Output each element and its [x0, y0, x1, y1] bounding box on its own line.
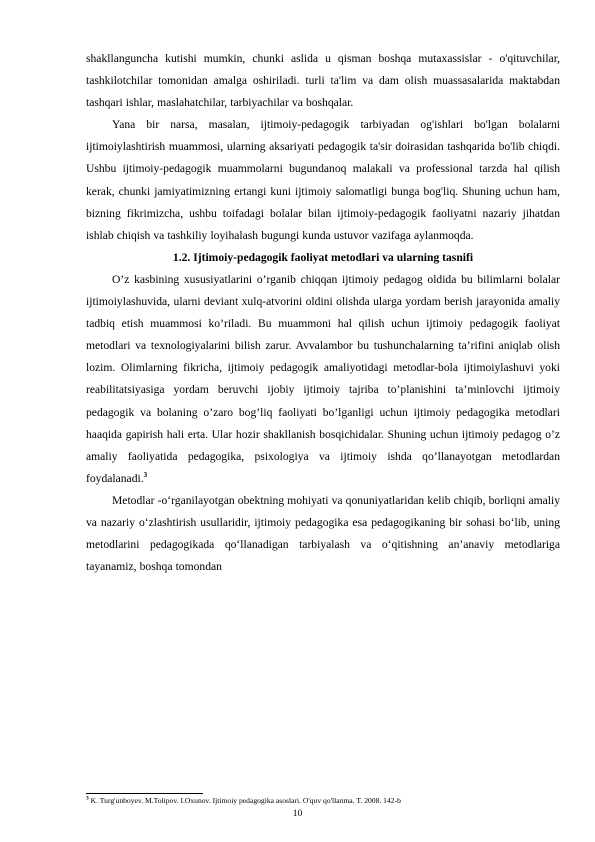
footnote-text: K. Turg'unboyev. M.Tolipov. I.Oxunov. Ijtimoiy pedagogika asoslari. O'quv qo'llanma. T. 2008. 142-b — [88, 796, 401, 805]
paragraph-4: Metodlar -o‘rganilayotgan obektning mohiyati va qonuniyatlaridan kelib chiqib, borliqni amaliy va nazariy o‘zlashtirish usullaridir, ijtimoiy pedagogika esa pedagogikaning bir sohasi bo‘lib, uning metodlarini pedagogikada qo‘llanadigan tarbiyalash va o‘qitishning an’anaviy metodlariga tayanamiz, boshqa tomondan — [86, 493, 560, 574]
page-number: 10 — [292, 809, 303, 819]
footnote — [86, 796, 560, 806]
paragraph-3-text: O’z kasbining xususiyatlarini o’rganib chiqqan ijtimoiy pedagog oldida bu bilimlarni bolalar ijtimoiylashuvida, ularni deviant xulq-atvorini oldini olishda ularga yordam berish jarayonida amaliy tadbiq etish muammosi ko’riladi. Bu muammoni hal qilish uchun ijtimoiy pedagogik faoliyat metodlari va texnologiyalarini bilish zarur. Avvalambor bu tushunchalarning ta’rifini aniqlab olish lozim. Olimlarning fikricha, ijtimoiy pedagogik amaliyotidagi metodlar-bola ijtimoiylashuvi yoki reabilitatsiyasiga yordam beruvchi ijobiy ijtimoiy tajriba to’planishini ta’minlovchi ijtimoiy pedagogik va bolaning o’zaro bog’liq faoliyati bo’lganligi uchun ijtimoiy pedagogika metodlari haaqida gapirish hali erta. Ular hozir shakllanish bosqichidalar. Shuning uchun ijtimoiy pedagog o’z amaliy faoliyatida pedagogika, psixologiya va ijtimoiy ishda qo’llanayotgan metodlardan foydalanadi. — [86, 272, 560, 485]
paragraph-3 — [86, 269, 560, 490]
paragraph-1: shakllanguncha kutishi mumkin, chunki aslida u qisman boshqa mutaxassislar - o'qituvchilar, tashkilotchilar tomonidan amalga oshiriladi. turli ta'lim va dam olish muassasalarida maktabdan tashqari ishlar, maslahatchilar, tarbiyachilar va boshqalar. — [86, 52, 560, 110]
footnote-marker: 3 — [86, 795, 89, 802]
page-body — [86, 48, 560, 578]
footnote-divider — [86, 793, 203, 794]
section-heading: 1.2. Ijtimoiy-pedagogik faoliyat metodlari va ularning tasnifi — [172, 250, 474, 264]
footnote-reference[interactable]: 3 — [143, 470, 148, 479]
paragraph-2: Yana bir narsa, masalan, ijtimoiy-pedagogik tarbiyadan og'ishlari bo'lgan bolalarni ijtimoiylashtirish muammosi, ularning aksariyati pedagogik ta'sir doirasidan tashqarida bo'lib chiqdi. Ushbu ijtimoiy-pedagogik muammolarni bugundanoq malakali va professional tarzda hal qilish kerak, chunki jamiyatimizning ertangi kuni ijtimoiy salomatligi bunga bog'liq. Shuning uchun ham, bizning fikrimizcha, ushbu toifadagi bolalar bilan ijtimoiy-pedagogik faoliyatni nazariy jihatdan ishlab chiqish va tashkiliy loyihalash bugungi kunda ustuvor vazifaga aylanmoqda. — [86, 118, 560, 242]
